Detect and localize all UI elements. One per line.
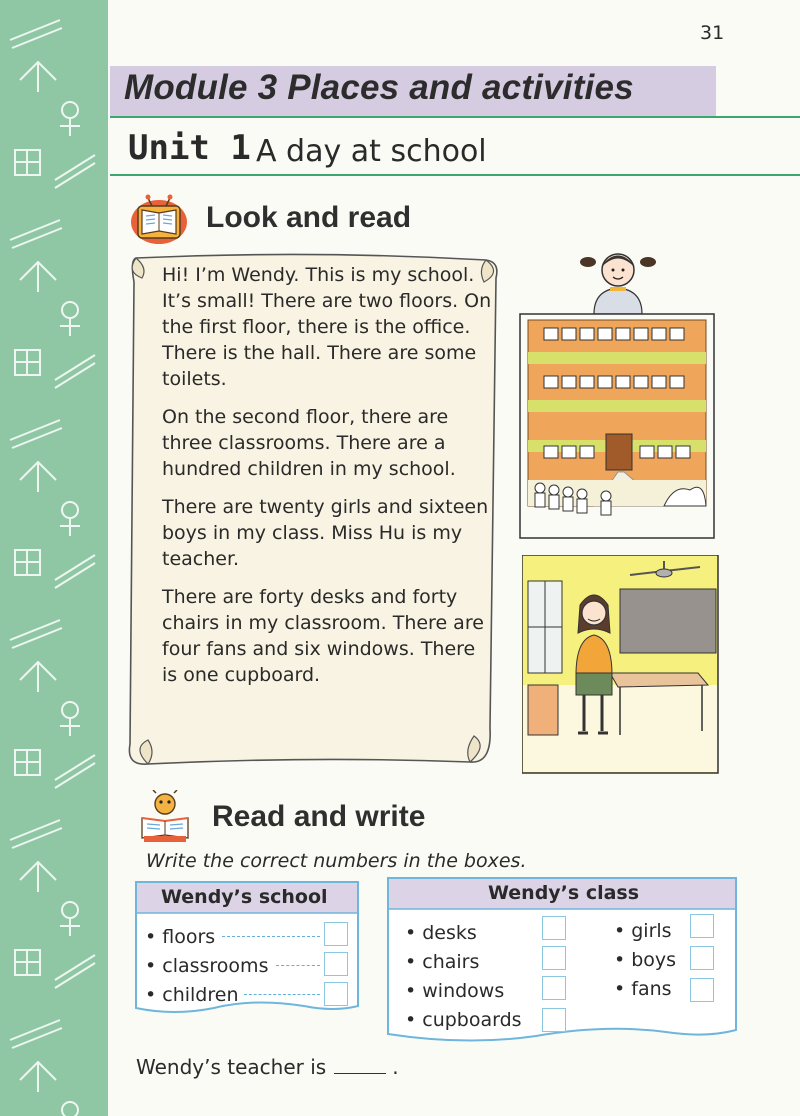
item-label: boys [631, 949, 677, 971]
answer-box-classrooms[interactable] [324, 952, 348, 976]
school-item-children: • children [145, 984, 239, 1006]
item-label: girls [631, 920, 672, 942]
module-title: Module 3 Places and activities [124, 68, 634, 107]
class-item-windows: • windows [405, 980, 505, 1002]
item-label: cupboards [422, 1009, 522, 1031]
decorative-sidebar [0, 0, 108, 1116]
item-label: classrooms [162, 955, 269, 977]
classroom-illustration [522, 555, 720, 775]
class-box-heading: Wendy’s class [488, 882, 640, 904]
answer-box-girls[interactable] [690, 914, 714, 938]
answer-box-cupboards[interactable] [542, 1008, 566, 1032]
school-building-illustration [514, 240, 720, 540]
teacher-answer-blank[interactable] [334, 1055, 386, 1074]
answer-box-floors[interactable] [324, 922, 348, 946]
item-label: fans [631, 978, 672, 1000]
item-label: windows [422, 980, 505, 1002]
class-item-cupboards: • cupboards [405, 1009, 522, 1031]
answer-box-children[interactable] [324, 982, 348, 1006]
answer-box-fans[interactable] [690, 978, 714, 1002]
unit-label: Unit 1 [128, 128, 251, 168]
passage-paragraph: There are forty desks and forty chairs in my classroom. There are four fans and six windows. There is one cupboard. [162, 586, 484, 686]
class-item-girls: • girls [614, 920, 672, 942]
dash-leader [244, 994, 320, 995]
answer-box-boys[interactable] [690, 946, 714, 970]
teacher-prefix: Wendy’s teacher is [136, 1055, 327, 1079]
school-item-floors: • floors [145, 926, 216, 948]
instructions: Write the correct numbers in the boxes. [146, 850, 527, 872]
passage-paragraph: Hi! I’m Wendy. This is my school. It’s small! There are two floors. On the first floor, there is the office. There is the hall. There are some toilets. [162, 264, 492, 390]
dash-leader [276, 965, 320, 966]
class-item-chairs: • chairs [405, 951, 480, 973]
unit-title: A day at school [256, 134, 487, 169]
school-box-heading: Wendy’s school [161, 886, 328, 908]
module-rule [110, 116, 800, 118]
playground-pattern [0, 0, 108, 1116]
passage-paragraph: There are twenty girls and sixteen boys in my class. Miss Hu is my teacher. [162, 496, 489, 570]
answer-box-desks[interactable] [542, 916, 566, 940]
dash-leader [222, 936, 320, 937]
school-item-classrooms: • classrooms [145, 955, 269, 977]
unit-rule [110, 174, 800, 176]
reading-passage [162, 262, 492, 700]
teacher-sentence [136, 1055, 399, 1079]
answer-box-chairs[interactable] [542, 946, 566, 970]
read-and-write-title: Read and write [212, 800, 426, 833]
passage-paragraph: On the second floor, there are three classrooms. There are a hundred children in my school. [162, 406, 456, 480]
class-item-boys: • boys [614, 949, 677, 971]
item-label: desks [422, 922, 477, 944]
page-number: 31 [700, 22, 725, 44]
book-icon [126, 192, 192, 248]
reading-character-icon [134, 790, 196, 844]
look-and-read-title: Look and read [206, 201, 412, 234]
teacher-suffix: . [392, 1055, 399, 1079]
class-item-desks: • desks [405, 922, 477, 944]
item-label: children [162, 984, 239, 1006]
class-item-fans: • fans [614, 978, 672, 1000]
item-label: chairs [422, 951, 480, 973]
answer-box-windows[interactable] [542, 976, 566, 1000]
item-label: floors [162, 926, 216, 948]
